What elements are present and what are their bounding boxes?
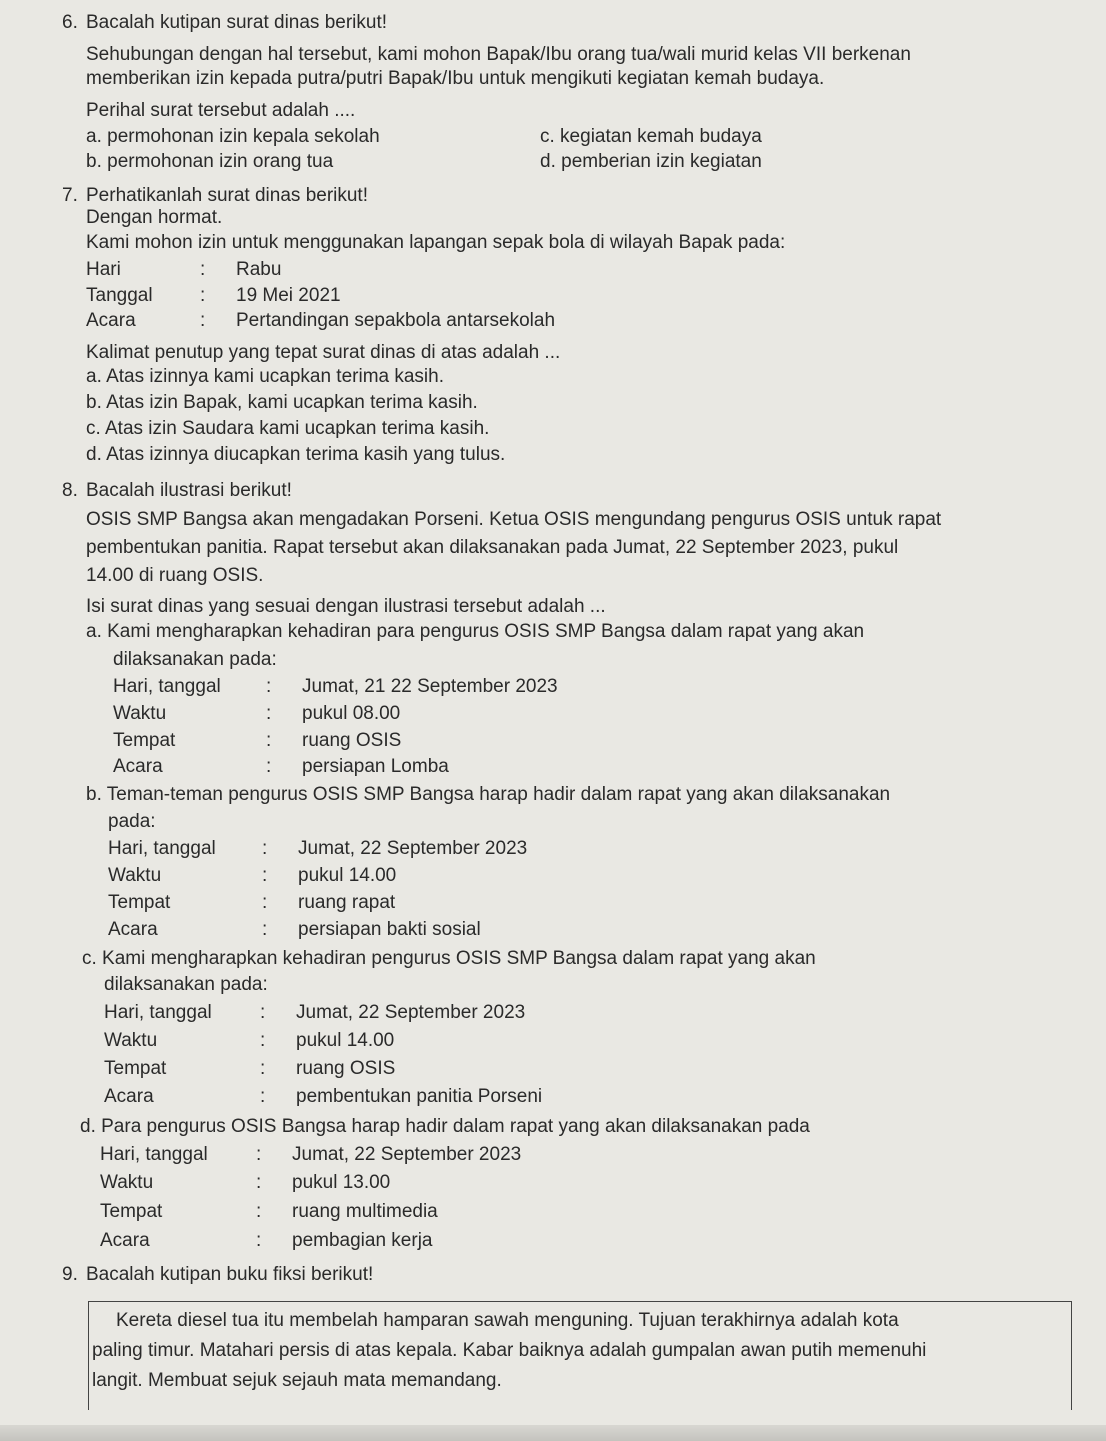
row-value: 19 Mei 2021 [236,285,341,306]
row-value: ruang OSIS [302,730,402,751]
question-text: Isi surat dinas yang sesuai dengan ilustrasi tersebut adalah ... [86,596,606,617]
row-colon: : [262,919,268,940]
option-d[interactable]: d. Atas izinnya diucapkan terima kasih yang tulus. [86,444,506,465]
row-label: Tempat [108,892,171,913]
option-a[interactable]: a. permohonan izin kepala sekolah [86,126,380,147]
row-label: Acara [113,756,163,777]
illustration-line: 14.00 di ruang OSIS. [86,565,264,586]
option-c[interactable]: c. kegiatan kemah budaya [540,126,762,147]
letter-body: Kami mohon izin untuk menggunakan lapangan sepak bola di wilayah Bapak pada: [86,232,786,253]
row-colon: : [262,838,268,859]
row-label: Acara [86,310,136,331]
option-d[interactable]: d. Para pengurus OSIS Bangsa harap hadir dalam rapat yang akan dilaksanakan pada [80,1116,810,1137]
row-colon: : [200,259,206,280]
row-label: Tempat [104,1058,167,1079]
row-label: Hari, tanggal [100,1144,208,1165]
row-value: pembagian kerja [292,1230,433,1251]
row-label: Hari [86,259,121,280]
excerpt-line: Kereta diesel tua itu membelah hamparan sawah menguning. Tujuan terakhirnya adalah kota [116,1310,899,1331]
row-value: ruang multimedia [292,1201,438,1222]
row-colon: : [262,865,268,886]
row-value: pukul 13.00 [292,1172,391,1193]
row-label: Tempat [100,1201,163,1222]
option-c-line: dilaksanakan pada: [104,974,268,995]
option-d[interactable]: d. pemberian izin kegiatan [540,151,762,172]
row-label: Hari, tanggal [108,838,216,859]
row-colon: : [256,1172,262,1193]
excerpt-line: Sehubungan dengan hal tersebut, kami mohon Bapak/Ibu orang tua/wali murid kelas VII berkenan [86,44,911,65]
option-b[interactable]: b. permohonan izin orang tua [86,151,334,172]
row-value: Jumat, 22 September 2023 [296,1002,526,1023]
row-value: Jumat, 21 22 September 2023 [302,676,558,697]
row-colon: : [262,892,268,913]
row-value: persiapan Lomba [302,756,449,777]
option-a[interactable]: a. Kami mengharapkan kehadiran para pengurus OSIS SMP Bangsa dalam rapat yang akan [86,621,865,642]
row-colon: : [260,1030,266,1051]
question-text: Perihal surat tersebut adalah .... [86,100,356,121]
option-a[interactable]: a. Atas izinnya kami ucapkan terima kasih. [86,366,445,387]
page-bottom-edge [0,1425,1106,1441]
option-c[interactable]: c. Kami mengharapkan kehadiran pengurus OSIS SMP Bangsa dalam rapat yang akan [82,948,816,969]
row-label: Tempat [113,730,176,751]
excerpt-line: paling timur. Matahari persis di atas kepala. Kabar baiknya adalah gumpalan awan putih memenuhi [92,1340,927,1361]
question-number: 7. [62,185,78,206]
question-number: 8. [62,480,78,501]
question-prompt: Bacalah ilustrasi berikut! [86,480,292,501]
row-colon: : [256,1201,262,1222]
row-colon: : [266,703,272,724]
option-a-line: dilaksanakan pada: [113,649,277,670]
row-label: Acara [104,1086,154,1107]
excerpt-line: memberikan izin kepada putra/putri Bapak/Ibu untuk mengikuti kegiatan kemah budaya. [86,68,825,89]
row-value: pukul 14.00 [298,865,397,886]
row-value: persiapan bakti sosial [298,919,481,940]
option-c[interactable]: c. Atas izin Saudara kami ucapkan terima kasih. [86,418,490,439]
row-colon: : [256,1230,262,1251]
row-value: pembentukan panitia Porseni [296,1086,543,1107]
question-text: Kalimat penutup yang tepat surat dinas di atas adalah ... [86,342,561,363]
row-value: ruang OSIS [296,1058,396,1079]
row-label: Acara [100,1230,150,1251]
row-value: pukul 08.00 [302,703,401,724]
row-label: Waktu [108,865,162,886]
illustration-line: pembentukan panitia. Rapat tersebut akan dilaksanakan pada Jumat, 22 September 2023, pukul [86,537,899,558]
excerpt-line: langit. Membuat sejuk sejauh mata memandang. [92,1370,502,1391]
question-number: 6. [62,12,78,33]
row-value: Jumat, 22 September 2023 [298,838,528,859]
row-value: Pertandingan sepakbola antarsekolah [236,310,556,331]
row-colon: : [260,1058,266,1079]
row-label: Waktu [113,703,167,724]
row-label: Waktu [100,1172,154,1193]
row-colon: : [266,756,272,777]
row-label: Acara [108,919,158,940]
row-colon: : [266,730,272,751]
row-colon: : [200,310,206,331]
row-value: Rabu [236,259,282,280]
row-colon: : [256,1144,262,1165]
row-colon: : [200,285,206,306]
illustration-line: OSIS SMP Bangsa akan mengadakan Porseni. Ketua OSIS mengundang pengurus OSIS untuk rapat [86,509,942,530]
row-colon: : [260,1086,266,1107]
row-label: Hari, tanggal [113,676,221,697]
row-value: Jumat, 22 September 2023 [292,1144,522,1165]
option-b[interactable]: b. Atas izin Bapak, kami ucapkan terima kasih. [86,392,478,413]
row-value: ruang rapat [298,892,396,913]
question-prompt: Bacalah kutipan surat dinas berikut! [86,12,388,33]
letter-greeting: Dengan hormat. [86,207,223,228]
row-label: Hari, tanggal [104,1002,212,1023]
option-b[interactable]: b. Teman-teman pengurus OSIS SMP Bangsa harap hadir dalam rapat yang akan dilaksanakan [86,784,891,805]
row-value: pukul 14.00 [296,1030,395,1051]
row-label: Tanggal [86,285,153,306]
row-colon: : [260,1002,266,1023]
question-number: 9. [62,1264,78,1285]
option-b-line: pada: [108,811,156,832]
question-prompt: Perhatikanlah surat dinas berikut! [86,185,368,206]
row-colon: : [266,676,272,697]
row-label: Waktu [104,1030,158,1051]
question-prompt: Bacalah kutipan buku fiksi berikut! [86,1264,374,1285]
